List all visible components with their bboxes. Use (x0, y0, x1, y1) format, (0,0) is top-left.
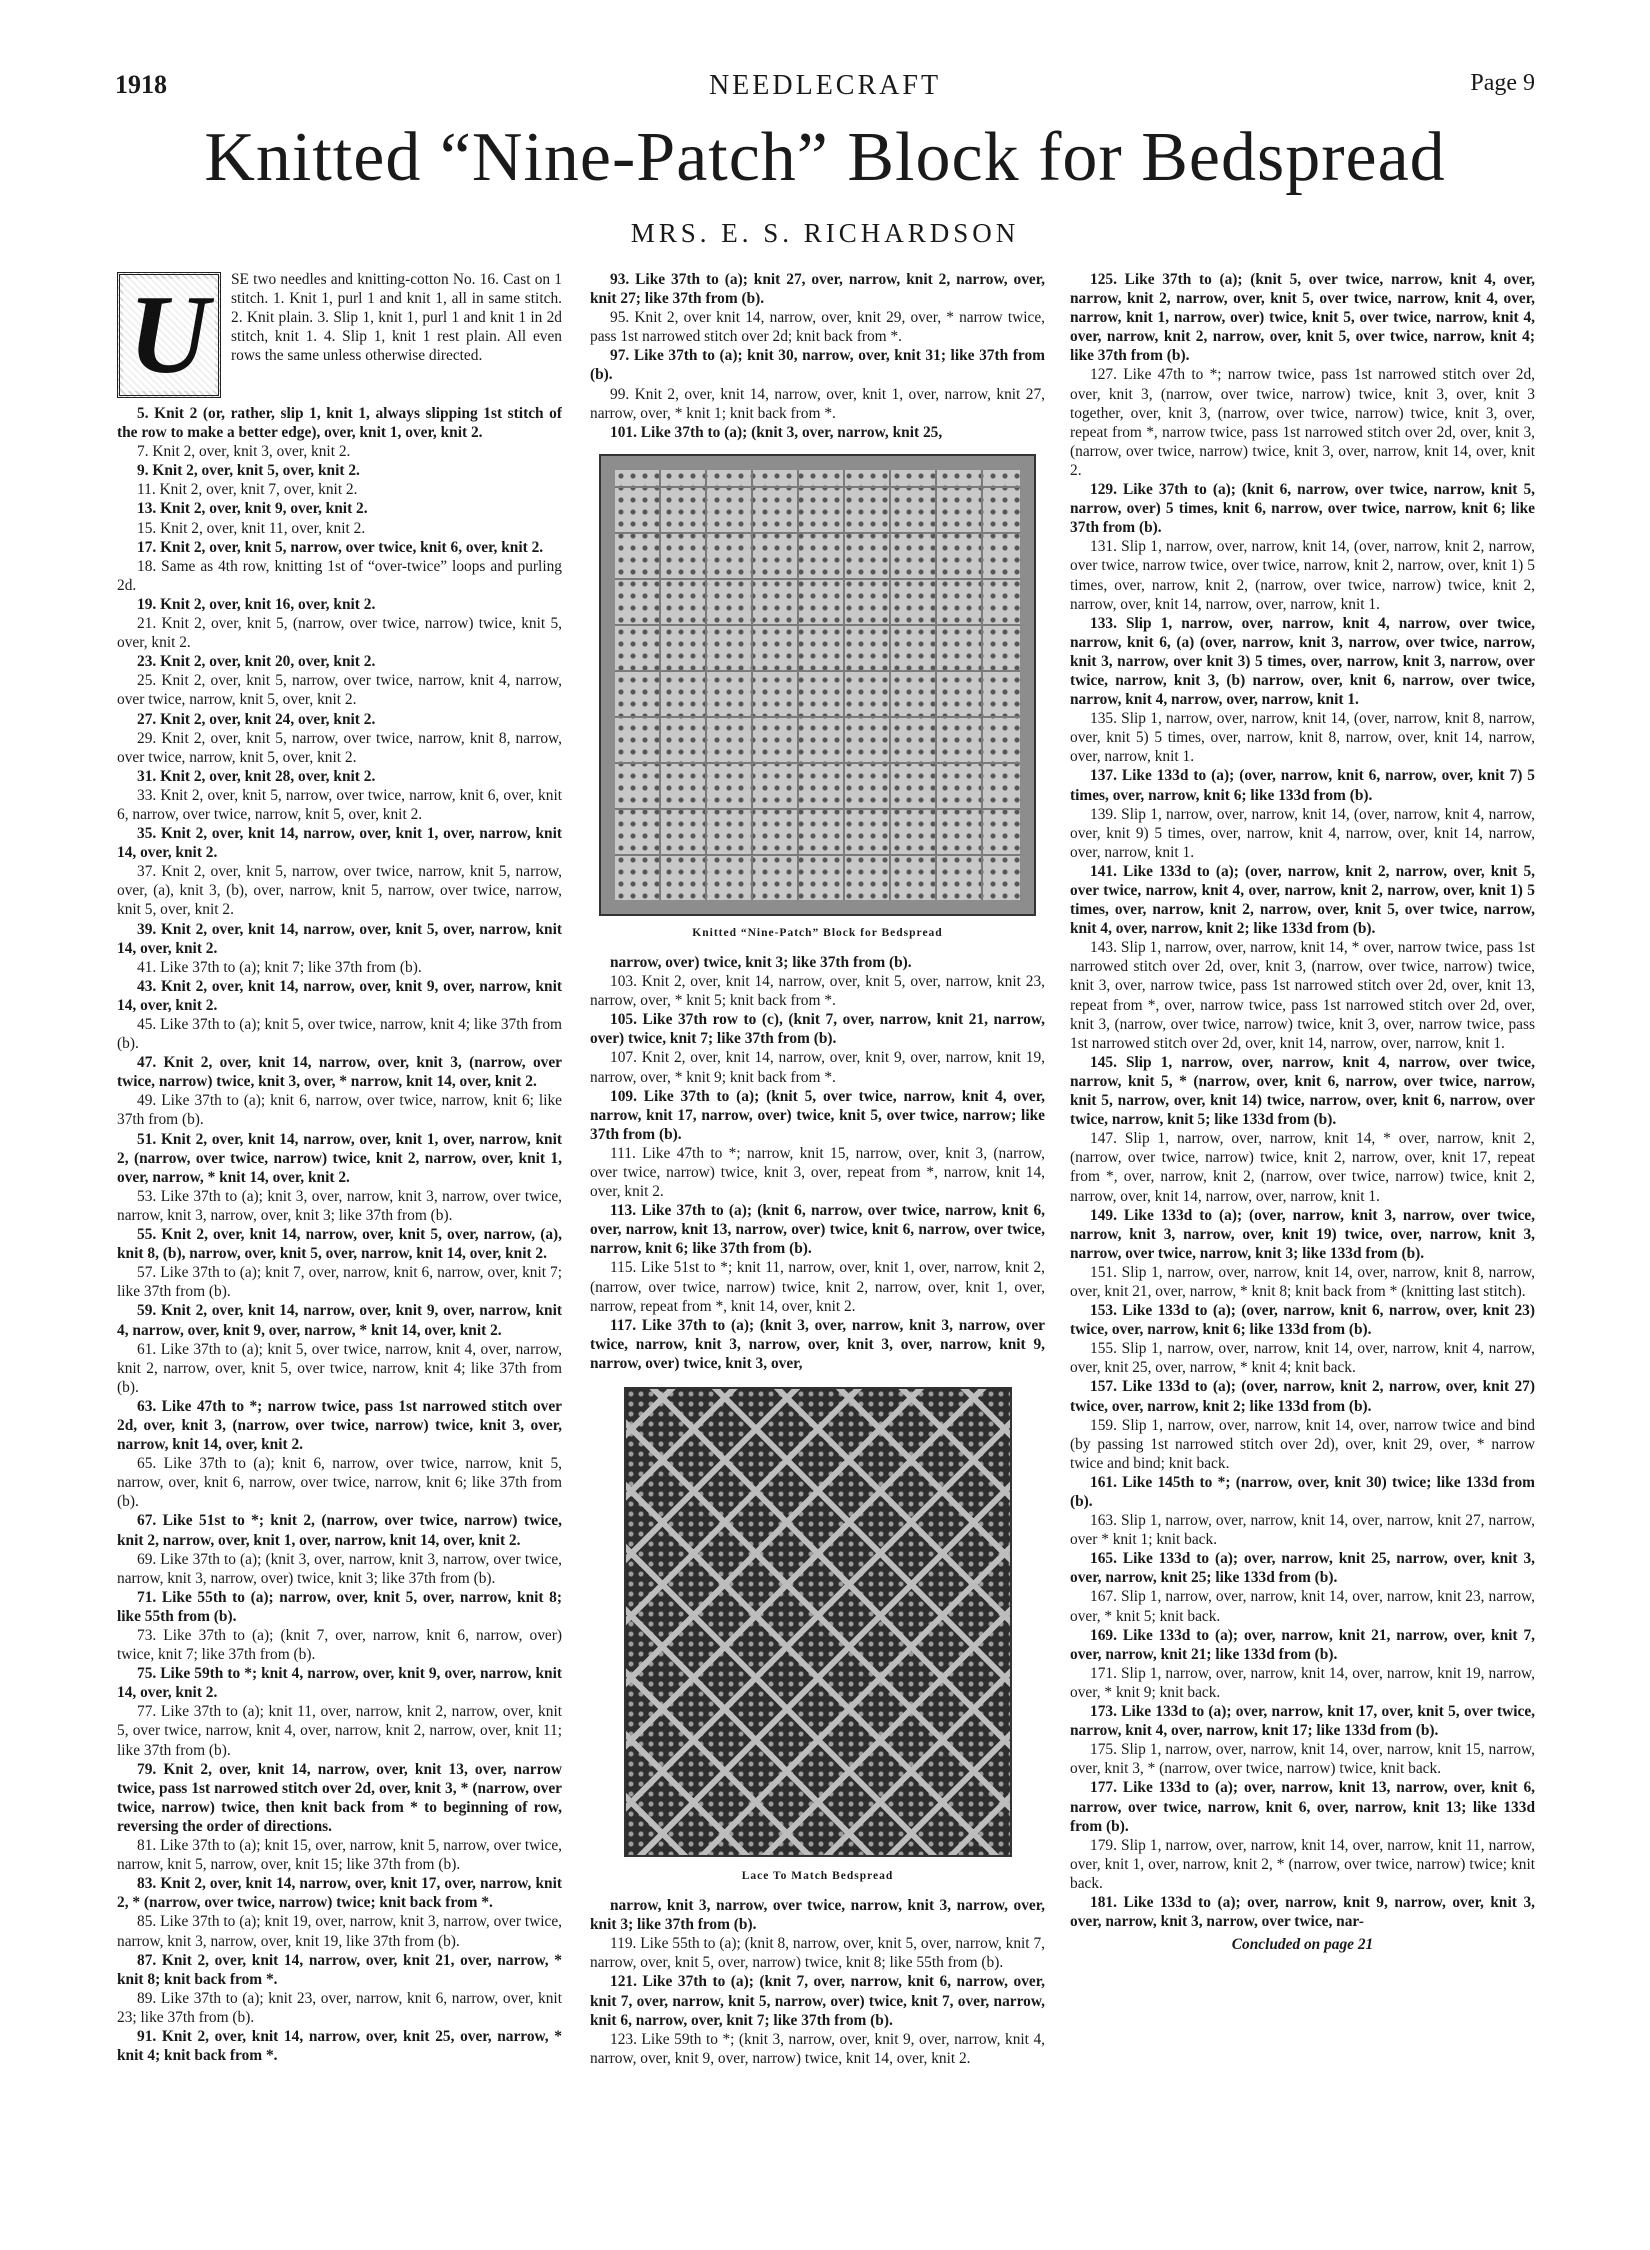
pattern-row: 109. Like 37th to (a); (knit 5, over twice, narrow, knit 4, over, narrow, knit 17, narrow, over) twice, knit 5, over twice, narrow; like 37th from (b). (590, 1087, 1045, 1143)
pattern-row: 145. Slip 1, narrow, over, narrow, knit 4, narrow, over twice, narrow, knit 5, * (narrow, over, knit 6, narrow, over twice, narrow, knit 5, narrow, over, knit 14) twice, narrow, over, knit 6, narrow, over twice, narrow, knit 5; like 133d from (b). (1070, 1053, 1535, 1129)
pattern-row: 105. Like 37th row to (c), (knit 7, over, narrow, knit 21, narrow, over) twice, knit 7; like 37th from (b). (590, 1011, 1045, 1048)
pattern-row: 63. Like 47th to *; narrow twice, pass 1st narrowed stitch over 2d, over, knit 3, (narrow, over twice, narrow) twice, knit 3, over, narrow, knit 14, over, knit 2. (117, 1397, 562, 1454)
pattern-row: 31. Knit 2, over, knit 28, over, knit 2. (137, 767, 376, 785)
pattern-row: 175. Slip 1, narrow, over, narrow, knit 14, over, narrow, knit 15, narrow, over, knit 3, * (narrow, over twice, narrow) twice, knit back. (1070, 1741, 1535, 1778)
pattern-row: 149. Like 133d to (a); (over, narrow, knit 3, narrow, over twice, narrow, knit 3, narrow, over, knit 19) twice, over, narrow, knit 3, narrow, over twice, narrow, knit 3; like 133d from (b). (1070, 1206, 1535, 1262)
pattern-row: 23. Knit 2, over, knit 20, over, knit 2. (137, 653, 376, 671)
magazine-name: NEEDLECRAFT (708, 70, 942, 101)
figure-nine-patch-block (590, 456, 1045, 943)
column-2-bottom-rows (590, 1896, 1045, 2068)
pattern-row: 19. Knit 2, over, knit 16, over, knit 2. (137, 595, 376, 613)
pattern-row: 163. Slip 1, narrow, over, narrow, knit 14, over, narrow, knit 27, narrow, over * knit 1; knit back. (1070, 1512, 1535, 1549)
pattern-row: 57. Like 37th to (a); knit 7, over, narrow, knit 6, narrow, over, knit 7; like 37th from (b). (117, 1264, 562, 1301)
pattern-row: 143. Slip 1, narrow, over, narrow, knit 14, * over, narrow twice, pass 1st narrowed stitch over 2d, over, knit 3, (narrow, over twice, narrow) twice, knit 3, over, narrow twice, pass 1st narrowed stitch over 2d, over, knit 13, repeat from *, over, narrow twice, pass 1st narrowed stitch over 2d, over, knit 3, (narrow, over twice, narrow) twice, knit 3, over, narrow twice, pass 1st narrowed stitch over 2d, over, knit 14, narrow, over, narrow, knit 1. (1070, 939, 1535, 1052)
pattern-row: 111. Like 47th to *; narrow, knit 15, narrow, over, knit 3, (narrow, over twice, narrow) twice, knit 3, over, repeat from *, narrow, knit 14, over, knit 2. (590, 1144, 1045, 1201)
pattern-row: 65. Like 37th to (a); knit 6, narrow, over twice, narrow, knit 5, narrow, over, knit 6, narrow, over twice, narrow, knit 6; like 37th from (b). (117, 1455, 562, 1511)
pattern-row: 137. Like 133d to (a); (over, narrow, knit 6, narrow, over, knit 7) 5 times, over, narrow, knit 6; like 133d from (b). (1070, 767, 1535, 804)
pattern-row: 181. Like 133d to (a); over, narrow, knit 9, narrow, over, knit 3, over, narrow, knit 3, narrow, over twice, nar- (1070, 1893, 1535, 1931)
pattern-row: 161. Like 145th to *; (narrow, over, knit 30) twice; like 133d from (b). (1070, 1473, 1535, 1510)
pattern-row: 103. Knit 2, over, knit 14, narrow, over, knit 5, over, narrow, knit 23, narrow, over, * knit 5; knit back from *. (590, 973, 1045, 1010)
column-3-rows (1070, 270, 1535, 1931)
pattern-row: 37. Knit 2, over, knit 5, narrow, over twice, narrow, knit 5, narrow, over, (a), knit 3, (b), over, narrow, knit 5, narrow, over twice, narrow, knit 5, over, knit 2. (117, 863, 562, 919)
pattern-row: 141. Like 133d to (a); (over, narrow, knit 2, narrow, over, knit 5, over twice, narrow, knit 4, over, narrow, knit 2, narrow, over, knit 1) 5 times, over, narrow, knit 2, narrow, over, knit 5, over twice, narrow, knit 4, over, narrow, knit 2; like 133d from (b). (1070, 862, 1535, 938)
intro-paragraph (117, 270, 562, 402)
pattern-row: 55. Knit 2, over, knit 14, narrow, over, knit 5, over, narrow, (a), knit 8, (b), narrow, over, knit 5, over, narrow, knit 14, over, knit 2. (117, 1226, 562, 1263)
lace-edging-photo (624, 1387, 1012, 1857)
pattern-row: 139. Slip 1, narrow, over, narrow, knit 14, (over, narrow, knit 4, narrow, over, knit 9) 5 times, over, narrow, knit 4, narrow, over, knit 14, narrow, over, narrow, knit 1. (1070, 805, 1535, 861)
pattern-row: 39. Knit 2, over, knit 14, narrow, over, knit 5, over, narrow, knit 14, over, knit 2. (117, 920, 562, 957)
pattern-row: 173. Like 133d to (a); over, narrow, knit 17, over, knit 5, over twice, narrow, knit 4, over, narrow, knit 17; like 133d from (b). (1070, 1703, 1535, 1740)
pattern-row: 155. Slip 1, narrow, over, narrow, knit 14, over, narrow, knit 4, narrow, over, knit 25, over, narrow, * knit 4; knit back. (1070, 1340, 1535, 1377)
pattern-row: 53. Like 37th to (a); knit 3, over, narrow, knit 3, narrow, over twice, narrow, knit 3, narrow, over, knit 3; like 37th from (b). (117, 1187, 562, 1224)
pattern-row: 91. Knit 2, over, knit 14, narrow, over, knit 25, over, narrow, * knit 4; knit back from *. (117, 2027, 562, 2065)
pattern-row: 117. Like 37th to (a); (knit 3, over, narrow, knit 3, narrow, over twice, narrow, knit 3, narrow, over, knit 3, over, narrow, knit 9, narrow, over) twice, knit 3, over, (590, 1316, 1045, 1372)
pattern-row: 5. Knit 2 (or, rather, slip 1, knit 1, always slipping 1st stitch of the row to make a better edge), over, knit 1, over, knit 2. (117, 405, 562, 442)
pattern-row: 69. Like 37th to (a); (knit 3, over, narrow, knit 3, narrow, over twice, narrow, knit 3, narrow, over) twice, knit 3; like 37th from (b). (117, 1550, 562, 1587)
pattern-row: 95. Knit 2, over knit 14, narrow, over, knit 29, over, * narrow twice, pass 1st narrowed stitch over 2d; knit back from *. (590, 309, 1045, 346)
pattern-row: 93. Like 37th to (a); knit 27, over, narrow, knit 2, narrow, over, knit 27; like 37th from (b). (590, 271, 1045, 308)
pattern-row: 131. Slip 1, narrow, over, narrow, knit 14, (over, narrow, knit 2, narrow, over twice, narrow twice, over twice, narrow, knit 2, narrow, over, knit 1) 5 times, over, narrow, knit 2, (narrow, over twice, narrow) twice, knit 2, narrow, over, knit 14, narrow, over, narrow, knit 1. (1070, 538, 1535, 613)
figure-1-caption: Knitted “Nine-Patch” Block for Bedspread (692, 926, 943, 939)
pattern-row: 165. Like 133d to (a); over, narrow, knit 25, narrow, over, knit 3, over, narrow, knit 25; like 133d from (b). (1070, 1550, 1535, 1587)
pattern-row: 17. Knit 2, over, knit 5, narrow, over twice, knit 6, over, knit 2. (137, 538, 544, 556)
pattern-row: 97. Like 37th to (a); knit 30, narrow, over, knit 31; like 37th from (b). (590, 347, 1045, 384)
pattern-row: 133. Slip 1, narrow, over, narrow, knit 4, narrow, over twice, narrow, knit 6, (a) (over, narrow, knit 3, narrow, over twice, narrow, knit 3, narrow, over knit 3) 5 times, over, narrow, knit 3, narrow, over twice, narrow, knit 3, (b) narrow, over, knit 6, narrow, over twice, narrow, knit 4, narrow, over, narrow, knit 1. (1070, 614, 1535, 709)
running-head (115, 70, 1535, 110)
pattern-row: 85. Like 37th to (a); knit 19, over, narrow, knit 3, narrow, over twice, narrow, knit 3, narrow, over, knit 19, like 37th from (b). (117, 1913, 562, 1950)
pattern-row: 21. Knit 2, over, knit 5, (narrow, over twice, narrow) twice, knit 5, over, knit 2. (117, 615, 562, 652)
pattern-row: 9. Knit 2, over, knit 5, over, knit 2. (137, 462, 360, 480)
page-number: Page 9 (1470, 70, 1535, 96)
pattern-row: 33. Knit 2, over, knit 5, narrow, over twice, narrow, knit 6, over, knit 6, narrow, over twice, narrow, knit 5, over, knit 2. (117, 786, 562, 823)
pattern-row: 7. Knit 2, over, knit 3, over, knit 2. (137, 443, 351, 461)
pattern-row: 29. Knit 2, over, knit 5, narrow, over twice, narrow, knit 8, narrow, over twice, narrow, knit 5, over, knit 2. (117, 729, 562, 766)
intro-text: SE two needles and knitting-cotton No. 16. Cast on 1 stitch. 1. Knit 1, purl 1 and knit 1, all in same stitch. 2. Knit plain. 3. Slip 1, knit 1, purl 1 and knit 1 in 2d stitch, knit 1. 4. Slip 1, knit 1 rest plain. All even rows the same unless otherwise directed. (231, 271, 562, 365)
pattern-row: 83. Knit 2, over, knit 14, narrow, over, knit 17, over, narrow, knit 2, * (narrow, over twice, narrow) twice; knit back from *. (117, 1875, 562, 1912)
pattern-row: 167. Slip 1, narrow, over, narrow, knit 14, over, narrow, knit 23, narrow, over, * knit 5; knit back. (1070, 1588, 1535, 1625)
figure-2-caption: Lace To Match Bedspread (741, 1870, 894, 1882)
pattern-row: 89. Like 37th to (a); knit 23, over, narrow, knit 6, narrow, over, knit 23; like 37th from (b). (117, 1989, 562, 2026)
pattern-row: 73. Like 37th to (a); (knit 7, over, narrow, knit 6, narrow, over) twice, knit 7; like 37th from (b). (117, 1627, 562, 1664)
drop-cap-letter: U (123, 279, 216, 391)
pattern-row: 75. Like 59th to *; knit 4, narrow, over, knit 9, over, narrow, knit 14, over, knit 2. (117, 1665, 562, 1702)
pattern-row: 47. Knit 2, over, knit 14, narrow, over, knit 3, (narrow, over twice, narrow) twice, knit 3, over, * narrow, knit 14, over, knit 2. (117, 1054, 562, 1091)
pattern-row: 15. Knit 2, over, knit 11, over, knit 2. (137, 519, 366, 537)
pattern-row: 25. Knit 2, over, knit 5, narrow, over twice, narrow, knit 4, narrow, over twice, narrow, knit 5, over, knit 2. (117, 672, 562, 709)
pattern-row: 147. Slip 1, narrow, over, narrow, knit 14, * over, narrow, knit 2, (narrow, over twice, narrow) twice, knit 2, narrow, over, knit 17, repeat from *, over, narrow, knit 2, (narrow, over twice, narrow) twice, knit 2, narrow, over, knit 14, narrow, over, narrow, knit 1. (1070, 1130, 1535, 1205)
pattern-row: 67. Like 51st to *; knit 2, (narrow, over twice, narrow) twice, knit 2, narrow, over, knit 1, over, narrow, knit 14, over, knit 2. (117, 1512, 562, 1549)
pattern-row: 18. Same as 4th row, knitting 1st of “over-twice” loops and purling 2d. (117, 557, 562, 594)
column-2-top-rows (590, 270, 1045, 442)
pattern-row: 121. Like 37th to (a); (knit 7, over, narrow, knit 6, narrow, over, knit 7, over, narrow, knit 5, narrow, over) twice, knit 7, over, narrow, knit 6, narrow, over, knit 7; like 37th from (b). (590, 1973, 1045, 2029)
pattern-row: 127. Like 47th to *; narrow twice, pass 1st narrowed stitch over 2d, over, knit 3, (narrow, over twice, narrow) twice, knit 3, over, knit 3 together, over, knit 3, (narrow, over twice, narrow) twice, knit 3, over, repeat from *, narrow twice, pass 1st narrowed stitch over 2d, over, knit 3, (narrow, over twice, narrow) twice, knit 3, over, narrow, knit 14, over, knit 2. (1070, 366, 1535, 479)
column-1-rows (117, 404, 562, 2065)
pattern-row: 87. Knit 2, over, knit 14, narrow, over, knit 21, over, narrow, * knit 8; knit back from *. (117, 1951, 562, 1988)
article-byline: MRS. E. S. RICHARDSON (630, 218, 1020, 248)
continued-note: Concluded on page 21 (1231, 1936, 1374, 1954)
pattern-row: 101. Like 37th to (a); (knit 3, over, narrow, knit 25, (610, 423, 943, 441)
pattern-row: 135. Slip 1, narrow, over, narrow, knit 14, (over, narrow, knit 8, narrow, over, knit 5) 5 times, over, narrow, knit 8, narrow, over, knit 14, narrow, over, narrow, knit 1. (1070, 710, 1535, 766)
figure-lace (590, 1387, 1045, 1886)
pattern-row: 125. Like 37th to (a); (knit 5, over twice, narrow, knit 4, over, narrow, knit 2, narrow, over, knit 5, over twice, narrow, knit 4, over, narrow, knit 1, narrow, over) twice, knit 5, over twice, narrow, knit 4, over, narrow, knit 2, narrow, over, knit 5, over twice, narrow, knit 4; like 37th from (b). (1070, 271, 1535, 365)
column-3 (1070, 270, 1535, 2170)
pattern-row: 43. Knit 2, over, knit 14, narrow, over, knit 9, over, narrow, knit 14, over, knit 2. (117, 977, 562, 1014)
pattern-row: 113. Like 37th to (a); (knit 6, narrow, over twice, narrow, knit 6, over, narrow, knit 13, narrow, over) twice, knit 6, narrow, over twice, narrow, knit 6; like 37th from (b). (590, 1202, 1045, 1258)
pattern-row: 171. Slip 1, narrow, over, narrow, knit 14, over, narrow, knit 19, narrow, over, * knit 9; knit back. (1070, 1664, 1535, 1701)
pattern-row: 151. Slip 1, narrow, over, narrow, knit 14, over, narrow, knit 8, narrow, over, knit 21, over, narrow, * knit 8; knit back from * (knitting last stitch). (1070, 1263, 1535, 1300)
decorated-drop-cap (117, 272, 221, 398)
pattern-row: 107. Knit 2, over, knit 14, narrow, over, knit 9, over, narrow, knit 19, narrow, over, * knit 9; knit back from *. (590, 1049, 1045, 1086)
pattern-row: 119. Like 55th to (a); (knit 8, narrow, over, knit 5, over, narrow, knit 7, narrow, over, knit 5, over, narrow) twice, knit 8; like 55th from (b). (590, 1935, 1045, 1972)
pattern-row: 59. Knit 2, over, knit 14, narrow, over, knit 9, over, narrow, knit 4, narrow, over, knit 9, over, narrow, * knit 14, over, knit 2. (117, 1302, 562, 1339)
pattern-row: 123. Like 59th to *; (knit 3, narrow, over, knit 9, over, narrow, knit 4, narrow, over, knit 9, over, narrow) twice, knit 14, over, knit 2. (590, 2030, 1045, 2067)
pattern-row: 153. Like 133d to (a); (over, narrow, knit 6, narrow, over, knit 23) twice, over, narrow, knit 6; like 133d from (b). (1070, 1302, 1535, 1339)
pattern-row: 51. Knit 2, over, knit 14, narrow, over, knit 1, over, narrow, knit 2, (narrow, over twice, narrow) twice, knit 2, narrow, over, knit 1, over, narrow, * knit 14, over, knit 2. (117, 1130, 562, 1186)
issue-year: 1918 (115, 70, 167, 99)
pattern-row: 81. Like 37th to (a); knit 15, over, narrow, knit 5, narrow, over twice, narrow, knit 5, narrow, over, knit 15; like 37th from (b). (117, 1837, 562, 1874)
pattern-row: 41. Like 37th to (a); knit 7; like 37th from (b). (137, 958, 422, 976)
pattern-row: 71. Like 55th to (a); narrow, over, knit 5, over, narrow, knit 8; like 55th from (b). (117, 1588, 562, 1625)
pattern-row: 99. Knit 2, over, knit 14, narrow, over, knit 1, over, narrow, knit 27, narrow, over, * knit 1; knit back from *. (590, 385, 1045, 422)
pattern-row: 179. Slip 1, narrow, over, narrow, knit 14, over, narrow, knit 11, narrow, over, knit 1, over, narrow, knit 2, * (narrow, over twice, narrow) twice; knit back. (1070, 1836, 1535, 1892)
pattern-row: 77. Like 37th to (a); knit 11, over, narrow, knit 2, narrow, over, knit 5, over twice, narrow, knit 4, over, narrow, knit 2, narrow, over, knit 11; like 37th from (b). (117, 1703, 562, 1759)
pattern-row: 11. Knit 2, over, knit 7, over, knit 2. (137, 481, 358, 499)
column-2 (590, 270, 1045, 2170)
pattern-row: 45. Like 37th to (a); knit 5, over twice, narrow, knit 4; like 37th from (b). (117, 1016, 562, 1053)
pattern-row: 49. Like 37th to (a); knit 6, narrow, over twice, narrow, knit 6; like 37th from (b). (117, 1092, 562, 1129)
pattern-row: 27. Knit 2, over, knit 24, over, knit 2. (137, 710, 376, 728)
article-title: Knitted “Nine-Patch” Block for Bedspread (204, 119, 1446, 196)
pattern-row: 79. Knit 2, over, knit 14, narrow, over, knit 13, over, narrow twice, pass 1st narrowed stitch over 2d, over, knit 3, * (narrow, over twice, narrow) twice, then knit back from * to beginning of row, reversing the order of directions. (117, 1760, 562, 1835)
pattern-row: 115. Like 51st to *; knit 11, narrow, over, knit 1, over, narrow, knit 2, (narrow, over twice, narrow) twice, knit 2, narrow, over, knit 1, over, narrow, repeat from *, knit 14, over, knit 2. (590, 1259, 1045, 1315)
pattern-row: 129. Like 37th to (a); (knit 6, narrow, over twice, narrow, knit 5, narrow, over) 5 times, knit 6, narrow, over twice, narrow, knit 6; like 37th from (b). (1070, 481, 1535, 537)
pattern-row: 61. Like 37th to (a); knit 5, over twice, narrow, knit 4, over, narrow, knit 2, narrow, over, knit 5, over twice, narrow, knit 4; like 37th from (b). (117, 1340, 562, 1396)
pattern-row: 13. Knit 2, over, knit 9, over, knit 2. (137, 500, 368, 518)
pattern-row: 169. Like 133d to (a); over, narrow, knit 21, narrow, over, knit 7, over, narrow, knit 21; like 133d from (b). (1070, 1626, 1535, 1663)
pattern-row: 157. Like 133d to (a); (over, narrow, knit 2, narrow, over, knit 27) twice, over, narrow, knit 2; like 133d from (b). (1070, 1378, 1535, 1415)
column-2-middle-rows (590, 953, 1045, 1373)
column-1 (117, 270, 562, 2170)
pattern-row: 177. Like 133d to (a); over, narrow, knit 13, narrow, over, knit 6, narrow, over twice, narrow, knit 6, over, narrow, knit 13; like 133d from (b). (1070, 1779, 1535, 1835)
pattern-row: narrow, over) twice, knit 3; like 37th from (b). (610, 953, 912, 971)
nine-patch-block-photo (601, 456, 1034, 914)
pattern-row: 159. Slip 1, narrow, over, narrow, knit 14, over, narrow twice and bind (by passing 1st narrowed stitch over 2d), over, knit 29, over, * narrow twice and bind; knit back. (1070, 1416, 1535, 1472)
pattern-row: 35. Knit 2, over, knit 14, narrow, over, knit 1, over, narrow, knit 14, over, knit 2. (117, 825, 562, 862)
pattern-row: narrow, knit 3, narrow, over twice, narrow, knit 3, narrow, over, knit 3; like 37th from (b). (590, 1897, 1045, 1934)
